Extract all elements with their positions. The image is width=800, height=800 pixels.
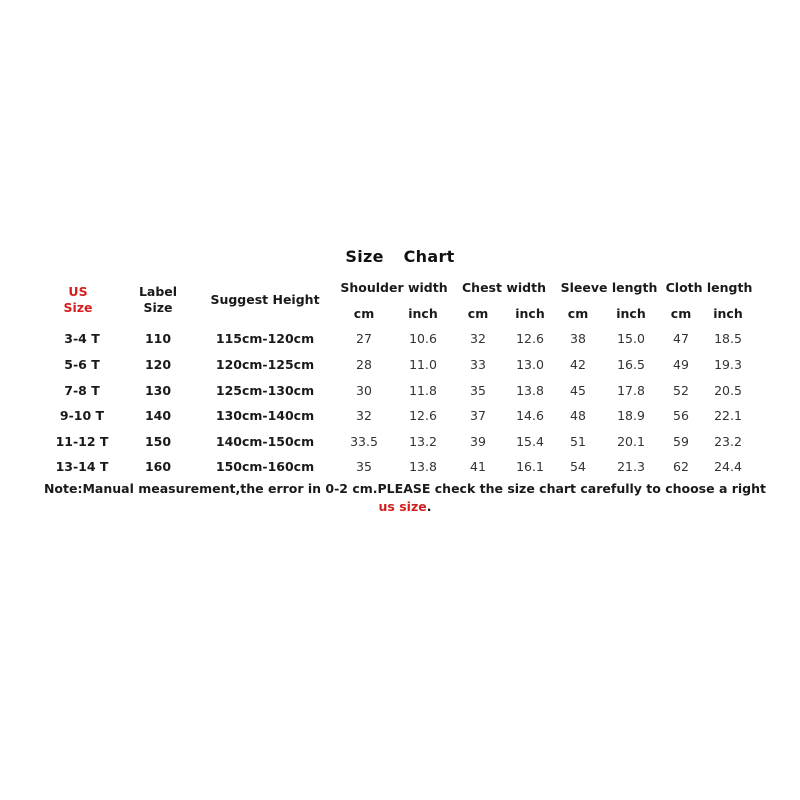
row-us-size: 13-14 T: [55, 459, 109, 474]
header-label-size: [139, 284, 177, 316]
row-shoulder-inch: 10.6: [409, 331, 437, 346]
row-sleeve-cm: 48: [570, 408, 586, 423]
row-chest-cm: 41: [470, 459, 486, 474]
row-sleeve-inch: 21.3: [617, 459, 645, 474]
header-label-size-line2: Size: [143, 300, 173, 315]
row-cloth-inch: 19.3: [714, 357, 742, 372]
note-end: .: [426, 499, 432, 514]
row-cloth-cm: 47: [673, 331, 689, 346]
row-chest-inch: 13.0: [516, 357, 544, 372]
header-sleeve-length: Sleeve length: [560, 280, 658, 295]
note-highlight: us size: [378, 499, 427, 514]
row-chest-cm: 37: [470, 408, 486, 423]
header-label-size-line1: Label: [138, 284, 178, 299]
row-us-size: 3-4 T: [64, 331, 100, 346]
row-sleeve-cm: 54: [570, 459, 586, 474]
row-shoulder-inch: 11.0: [409, 357, 437, 372]
row-chest-cm: 35: [470, 383, 486, 398]
row-sleeve-inch: 15.0: [617, 331, 645, 346]
row-us-size: 5-6 T: [64, 357, 100, 372]
row-sleeve-cm: 42: [570, 357, 586, 372]
row-chest-inch: 14.6: [516, 408, 544, 423]
row-chest-cm: 32: [470, 331, 486, 346]
row-shoulder-inch: 13.8: [409, 459, 437, 474]
row-shoulder-cm: 28: [356, 357, 372, 372]
row-sleeve-inch: 18.9: [617, 408, 645, 423]
row-chest-inch: 15.4: [516, 434, 544, 449]
row-shoulder-inch: 11.8: [409, 383, 437, 398]
unit-cloth-inch: inch: [713, 306, 743, 321]
row-label-size: 120: [144, 357, 172, 372]
row-us-size: 11-12 T: [55, 434, 109, 449]
header-shoulder-width: Shoulder width: [340, 280, 448, 295]
row-height: 150cm-160cm: [215, 459, 315, 474]
row-height: 130cm-140cm: [215, 408, 315, 423]
row-label-size: 160: [144, 459, 172, 474]
unit-sleeve-inch: inch: [616, 306, 646, 321]
row-chest-cm: 39: [470, 434, 486, 449]
unit-chest-cm: cm: [467, 306, 489, 321]
row-chest-inch: 12.6: [516, 331, 544, 346]
row-cloth-cm: 56: [673, 408, 689, 423]
row-cloth-cm: 62: [673, 459, 689, 474]
unit-shoulder-cm: cm: [353, 306, 375, 321]
row-sleeve-inch: 17.8: [617, 383, 645, 398]
unit-sleeve-cm: cm: [567, 306, 589, 321]
header-us-size: [63, 284, 92, 316]
size-chart-title: Size Chart: [345, 247, 455, 266]
row-cloth-inch: 23.2: [714, 434, 742, 449]
row-shoulder-cm: 33.5: [350, 434, 378, 449]
row-sleeve-cm: 51: [570, 434, 586, 449]
row-chest-inch: 16.1: [516, 459, 544, 474]
row-sleeve-inch: 20.1: [617, 434, 645, 449]
row-height: 125cm-130cm: [215, 383, 315, 398]
row-shoulder-cm: 30: [356, 383, 372, 398]
row-label-size: 130: [144, 383, 172, 398]
row-cloth-cm: 49: [673, 357, 689, 372]
header-us-size-line1: US: [68, 284, 88, 299]
row-shoulder-cm: 35: [356, 459, 372, 474]
row-cloth-inch: 18.5: [714, 331, 742, 346]
row-shoulder-cm: 32: [356, 408, 372, 423]
unit-shoulder-inch: inch: [408, 306, 438, 321]
row-cloth-inch: 24.4: [714, 459, 742, 474]
row-shoulder-inch: 13.2: [409, 434, 437, 449]
row-shoulder-cm: 27: [356, 331, 372, 346]
row-shoulder-inch: 12.6: [409, 408, 437, 423]
unit-chest-inch: inch: [515, 306, 545, 321]
row-us-size: 7-8 T: [64, 383, 100, 398]
row-sleeve-cm: 45: [570, 383, 586, 398]
row-height: 140cm-150cm: [215, 434, 315, 449]
row-cloth-inch: 20.5: [714, 383, 742, 398]
row-us-size: 9-10 T: [59, 408, 105, 423]
header-chest-width: Chest width: [462, 280, 546, 295]
row-label-size: 110: [144, 331, 172, 346]
header-suggest-height: Suggest Height: [210, 292, 320, 307]
row-cloth-cm: 59: [673, 434, 689, 449]
row-cloth-cm: 52: [673, 383, 689, 398]
row-sleeve-inch: 16.5: [617, 357, 645, 372]
row-chest-cm: 33: [470, 357, 486, 372]
row-height: 115cm-120cm: [215, 331, 315, 346]
unit-cloth-cm: cm: [670, 306, 692, 321]
header-cloth-length: Cloth length: [665, 280, 753, 295]
note-text: Note:Manual measurement,the error in 0-2 cm.PLEASE check the size chart carefully to choose a right: [43, 481, 767, 496]
measurement-note: [40, 480, 770, 516]
row-cloth-inch: 22.1: [714, 408, 742, 423]
row-height: 120cm-125cm: [215, 357, 315, 372]
row-sleeve-cm: 38: [570, 331, 586, 346]
row-label-size: 140: [144, 408, 172, 423]
row-chest-inch: 13.8: [516, 383, 544, 398]
header-us-size-line2: Size: [63, 300, 93, 315]
row-label-size: 150: [144, 434, 172, 449]
